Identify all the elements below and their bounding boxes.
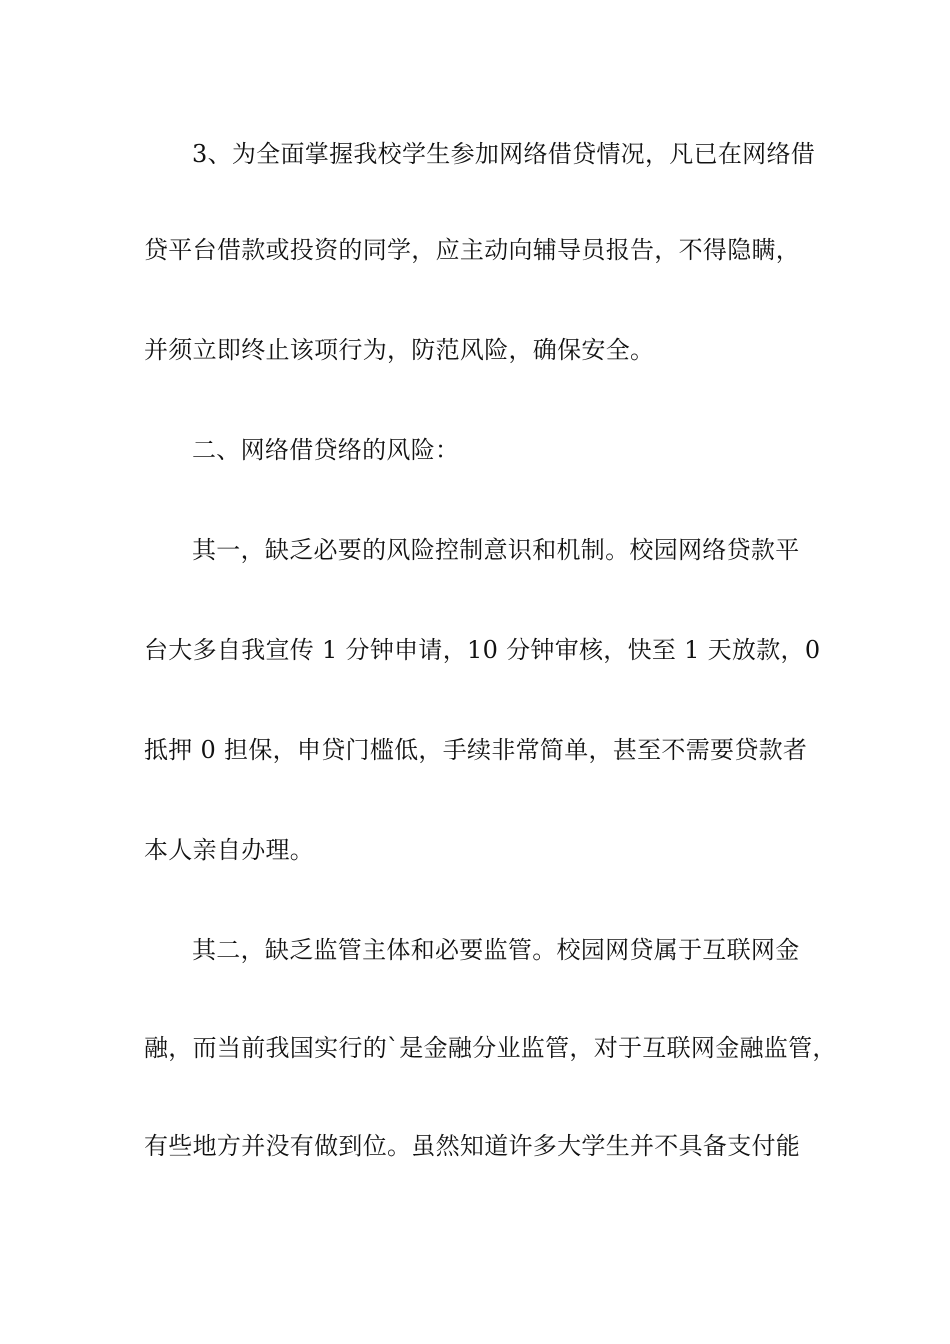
paragraph-line-7: 抵押 0 担保，申贷门槛低，手续非常简单，甚至不需要贷款者 [144, 736, 808, 764]
paragraph-line-5: 其一，缺乏必要的风险控制意识和机制。校园网络贷款平 [192, 536, 800, 564]
paragraph-line-9: 其二，缺乏监管主体和必要监管。校园网贷属于互联网金 [192, 936, 800, 964]
paragraph-line-8: 本人亲自办理。 [144, 836, 315, 864]
section-heading: 二、网络借贷络的风险： [192, 436, 460, 464]
paragraph-line-1: 3、为全面掌握我校学生参加网络借贷情况，凡已在网络借 [192, 140, 816, 168]
paragraph-line-11: 有些地方并没有做到位。虽然知道许多大学生并不具备支付能 [144, 1132, 801, 1160]
paragraph-line-2: 贷平台借款或投资的同学，应主动向辅导员报告，不得隐瞒， [144, 236, 801, 264]
paragraph-line-10: 融，而当前我国实行的`是金融分业监管，对于互联网金融监管， [144, 1034, 837, 1062]
paragraph-line-3: 并须立即终止该项行为，防范风险，确保安全。 [144, 336, 655, 364]
paragraph-line-6: 台大多自我宣传 1 分钟申请，10 分钟审核，快至 1 天放款，0 [144, 636, 821, 664]
